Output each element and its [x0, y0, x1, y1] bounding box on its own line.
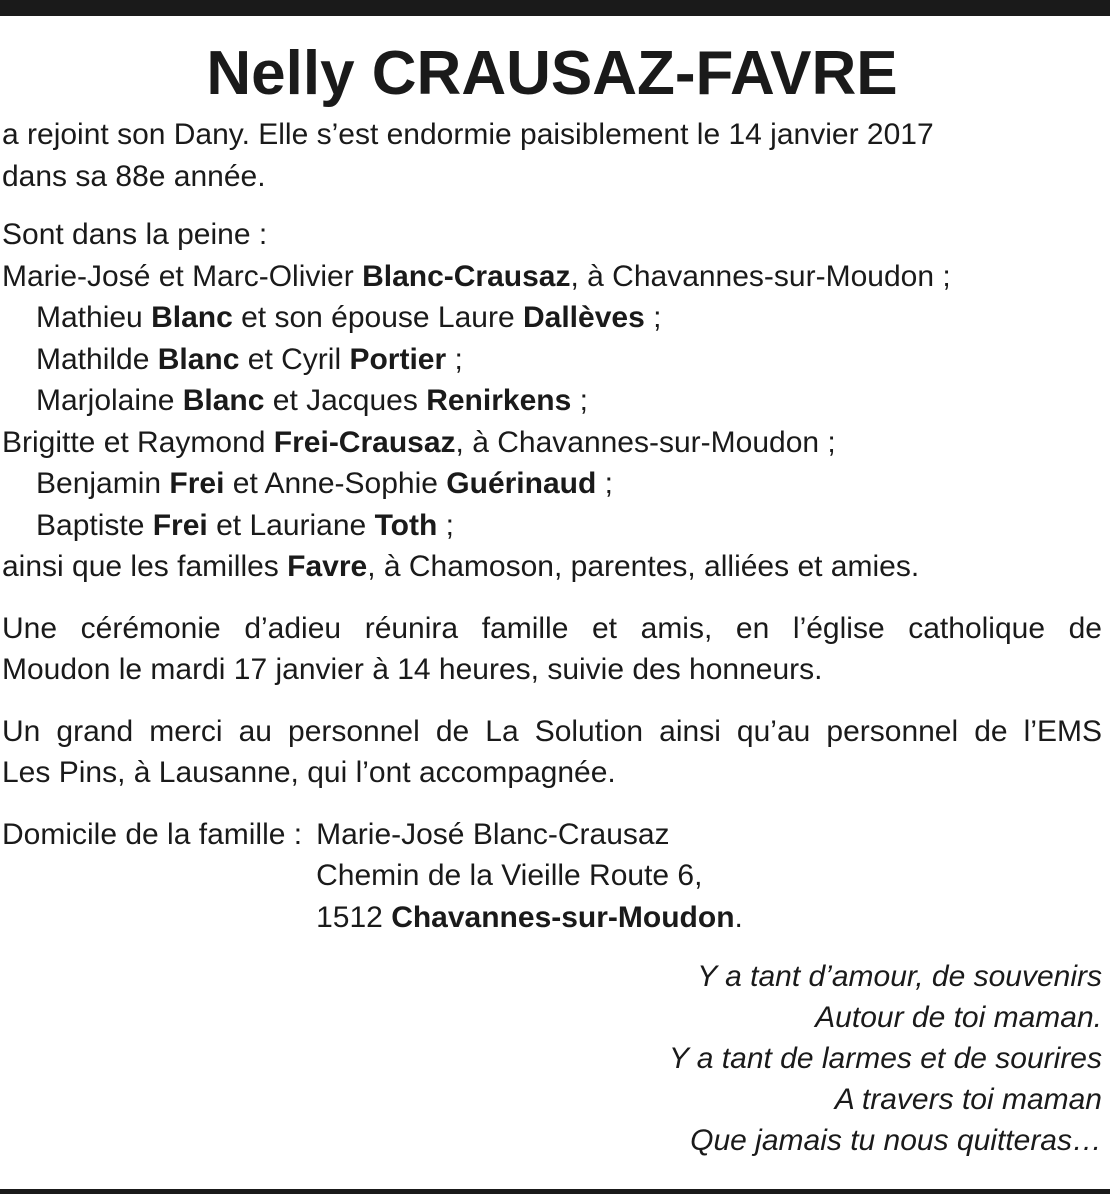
child-line: Mathilde Blanc et Cyril Portier ;: [36, 342, 463, 376]
ceremony-line: Moudon le mardi 17 janvier à 14 heures, suivie des honneurs.: [2, 653, 823, 686]
ceremony-paragraph: [2, 608, 1102, 691]
poem-line: Y a tant d’amour, de souvenirs: [697, 960, 1102, 993]
families-line: ainsi que les familles Favre, à Chamoson, parentes, alliées et amies.: [2, 550, 920, 583]
poem: [2, 956, 1102, 1161]
family-line: Brigitte et Raymond Frei-Crausaz, à Chavannes-sur-Moudon ;: [2, 425, 836, 459]
ceremony-line: Une cérémonie d’adieu réunira famille et amis, en l’église catholique de: [2, 611, 1102, 645]
intro-line: a rejoint son Dany. Elle s’est endormie paisiblement le 14 janvier 2017: [2, 118, 934, 151]
domicile-city: Chavannes-sur-Moudon: [391, 900, 735, 934]
domicile-address: [316, 814, 743, 939]
family-surname: Blanc-Crausaz: [362, 259, 571, 293]
poem-line: Que jamais tu nous quitteras…: [690, 1124, 1102, 1157]
thanks-paragraph: [2, 711, 1102, 794]
child-line: Benjamin Frei et Anne-Sophie Guérinaud ;: [36, 467, 613, 500]
child-line: Marjolaine Blanc et Jacques Renirkens ;: [36, 384, 588, 417]
top-rule: [0, 0, 1110, 16]
mourners-section: [2, 214, 1102, 588]
deceased-name: Nelly CRAUSAZ-FAVRE: [206, 39, 898, 108]
family-line: Marie-José et Marc-Olivier Blanc-Crausaz, à Chavannes-sur-Moudon ;: [2, 259, 951, 293]
family-surname: Favre: [287, 550, 368, 583]
poem-line: A travers toi maman: [834, 1083, 1102, 1116]
domicile-block: [2, 814, 1102, 939]
obituary-notice: [2, 34, 1102, 1161]
bottom-rule: [0, 1189, 1110, 1194]
thanks-line: Un grand merci au personnel de La Solution ainsi qu’au personnel de l’EMS: [2, 714, 1102, 748]
domicile-label: Domicile de la famille :: [2, 817, 303, 851]
intro-line: dans sa 88e année.: [2, 159, 266, 193]
thanks-line: Les Pins, à Lausanne, qui l’ont accompagnée.: [2, 756, 616, 789]
family-surname: Frei-Crausaz: [273, 425, 456, 459]
poem-line: Autour de toi maman.: [815, 1001, 1102, 1034]
domicile-city-line: 1512 Chavannes-sur-Moudon.: [316, 900, 743, 934]
intro-paragraph: [2, 114, 1102, 197]
domicile-name: Marie-José Blanc-Crausaz: [316, 817, 670, 851]
child-line: Mathieu Blanc et son épouse Laure Dallèves ;: [36, 301, 662, 334]
poem-line: Y a tant de larmes et de sourires: [668, 1042, 1102, 1075]
child-line: Baptiste Frei et Lauriane Toth ;: [36, 508, 454, 542]
domicile-street: Chemin de la Vieille Route 6,: [316, 859, 703, 892]
mourners-heading: Sont dans la peine :: [2, 218, 268, 251]
